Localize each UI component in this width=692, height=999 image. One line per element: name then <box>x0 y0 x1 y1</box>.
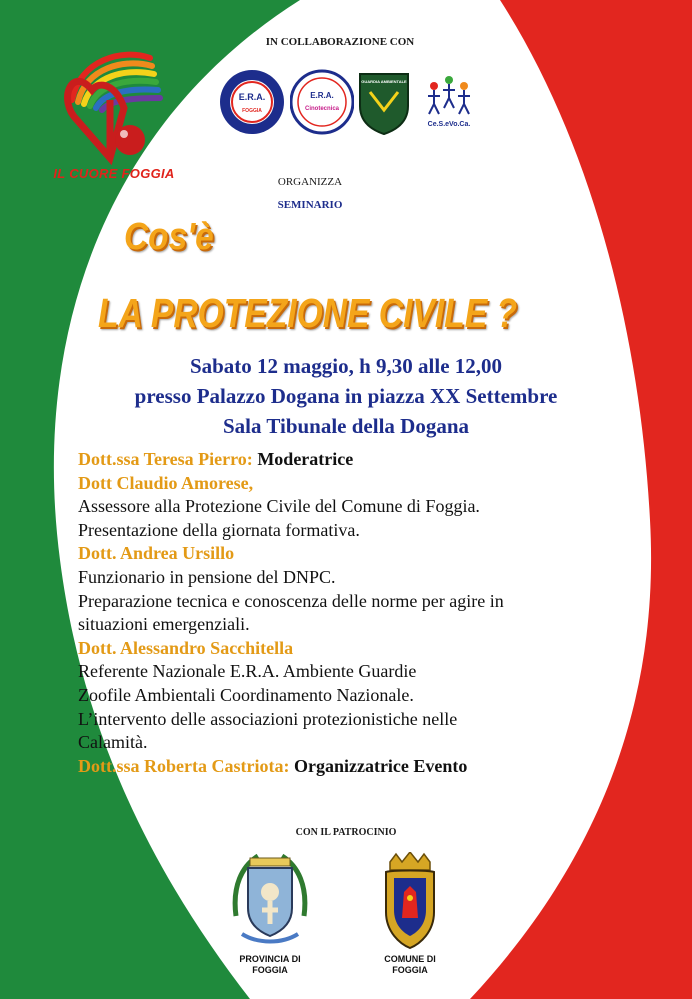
patrocinio-label: CON IL PATROCINIO <box>295 827 397 838</box>
speaker-item <box>78 472 658 496</box>
provincia-foggia-crest-icon <box>228 846 312 950</box>
era-seal-bottom-text: FOGGIA <box>242 108 262 114</box>
brand-name: IL CUORE FOGGIA <box>53 166 175 181</box>
comune-foggia-crest-icon <box>382 852 438 950</box>
speaker-desc-line: L’intervento delle associazioni protezionistiche nelle <box>78 708 458 729</box>
cesevoca-text: Ce.S.eVo.Ca. <box>427 121 471 128</box>
comune-caption <box>350 954 470 976</box>
guardie-shield-text: GUARDIA AMBIENTALE <box>361 79 407 84</box>
speaker-desc-line: Presentazione della giornata formativa. <box>78 519 360 540</box>
guardie-shield-icon <box>356 68 412 136</box>
event-venue: presso Palazzo Dogana in piazza XX Settembre <box>134 384 558 408</box>
speaker-item <box>78 448 658 472</box>
speaker-item <box>78 542 658 566</box>
speaker-desc-line: Referente Nazionale E.R.A. Ambiente Guardie <box>78 661 417 682</box>
event-date: Sabato 12 maggio, h 9,30 alle 12,00 <box>189 354 503 378</box>
organizza-label: ORGANIZZA <box>277 176 343 188</box>
era-volunteer-seal-icon <box>218 68 286 136</box>
provincia-caption <box>210 954 330 976</box>
speaker-role: Organizzatrice Evento <box>293 755 468 776</box>
era-seal-top-text: E.R.A. <box>238 92 266 102</box>
cinofili-seal-top-text: E.R.A. <box>310 91 334 100</box>
speaker-name: Dott. Alessandro Sacchitella <box>78 637 294 658</box>
collaboration-label: IN COLLABORAZIONE CON <box>265 36 415 48</box>
event-room: Sala Tibunale della Dogana <box>222 414 470 438</box>
comune-caption-line2: FOGGIA <box>392 965 428 975</box>
title-cos-e: Cos'è <box>124 216 214 258</box>
speaker-item <box>78 755 658 779</box>
speaker-name: Dott.ssa Teresa Pierro: <box>78 449 253 469</box>
speaker-name: Dott. Andrea Ursillo <box>78 543 235 564</box>
speaker-desc-line: situazioni emergenziali. <box>78 614 250 635</box>
provincia-caption-line1: PROVINCIA DI <box>239 954 301 964</box>
speaker-item <box>78 637 658 661</box>
title-protezione-civile: LA PROTEZIONE CIVILE ? <box>98 290 518 336</box>
speaker-desc-line: Preparazione tecnica e conoscenza delle norme per agire in <box>78 590 504 611</box>
speaker-role: Moderatrice <box>257 449 354 469</box>
cinofili-seal-bottom-text: Cinotecnica <box>304 106 340 112</box>
cesevoca-logo-icon <box>420 68 478 136</box>
comune-caption-line1: COMUNE DI <box>384 954 436 964</box>
era-cinofili-seal-icon <box>290 68 354 136</box>
speaker-name: Dott.ssa Roberta Castriota: <box>78 755 290 776</box>
speaker-desc-line: Calamità. <box>78 732 148 753</box>
speaker-list <box>78 448 658 778</box>
speaker-desc-line: Assessore alla Protezione Civile del Comune di Foggia. <box>78 496 480 517</box>
seminario-label: SEMINARIO <box>277 199 343 211</box>
provincia-caption-line2: FOGGIA <box>252 965 288 975</box>
speaker-desc-line: Zoofile Ambientali Coordinamento Nazionale. <box>78 684 414 705</box>
speaker-desc-line: Funzionario in pensione del DNPC. <box>78 566 336 587</box>
speaker-name: Dott Claudio Amorese, <box>78 472 254 493</box>
